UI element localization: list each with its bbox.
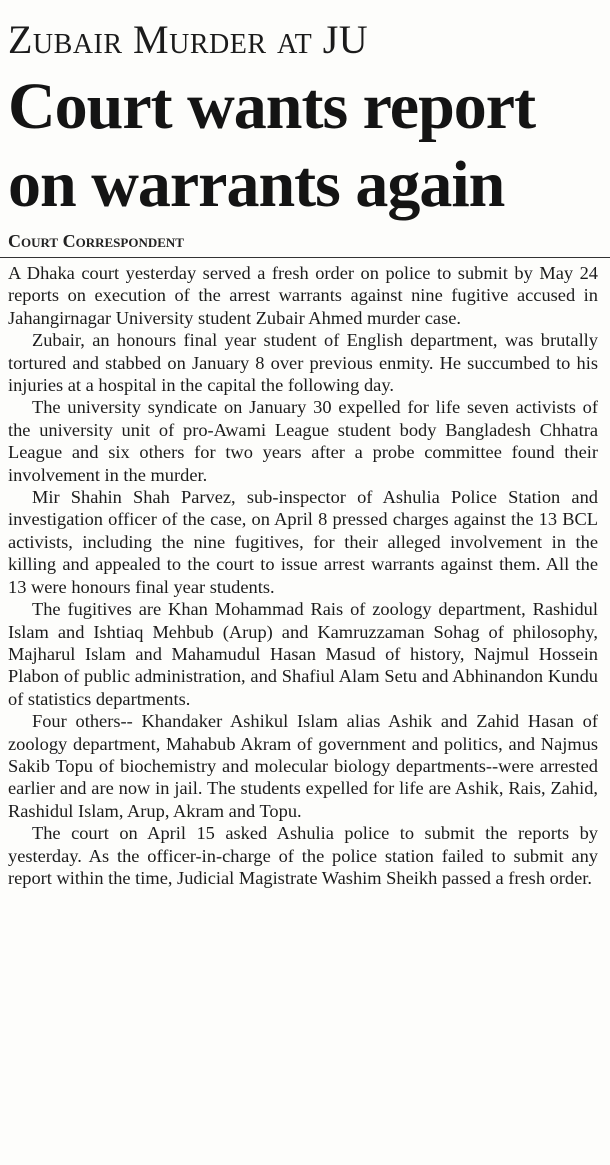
- article-headline: Court wants report on warrants again: [8, 70, 536, 221]
- article-paragraph: Zubair, an honours final year student of English department, was brutally tortured and stabbed on January 8 over previous enmity. He succumbed to his injuries at a hospital in the capital the following day.: [8, 330, 598, 396]
- article-paragraph: Four others-- Khandaker Ashikul Islam alias Ashik and Zahid Hasan of zoology department, Mahabub Akram of government and politics, and Najmus Sakib Topu of biochemistry and molecular biology departments--were arrested earlier and are now in jail. The students expelled for life are Ashik, Rais, Zahid, Rashidul Islam, Arup, Akram and Topu.: [8, 711, 598, 821]
- article-kicker: Zubair Murder at JU: [8, 17, 369, 62]
- article-paragraph: Mir Shahin Shah Parvez, sub-inspector of Ashulia Police Station and investigation officer of the case, on April 8 pressed charges against the 13 BCL activists, including the nine fugitives, for their alleged involvement in the killing and appealed to the court to issue arrest warrants against them. All the 13 were honours final year students.: [8, 487, 598, 597]
- article-body: [8, 262, 598, 889]
- article-byline: Court Correspondent: [8, 231, 184, 251]
- article-paragraph: The fugitives are Khan Mohammad Rais of zoology department, Rashidul Islam and Ishtiaq Mehbub (Arup) and Kamruzzaman Sohag of philosophy, Majharul Islam and Mahamudul Hasan Masud of history, Najmul Hossein Plabon of public administration, and Shafiul Alam Setu and Abhinandon Kundu of statistics departments.: [8, 599, 598, 709]
- article-paragraph: The university syndicate on January 30 expelled for life seven activists of the university unit of pro-Awami League student body Bangladesh Chhatra League and six others for two years after a probe committee found their involvement in the murder.: [8, 397, 598, 485]
- article-paragraph: A Dhaka court yesterday served a fresh order on police to submit by May 24 reports on execution of the arrest warrants against nine fugitive accused in Jahangirnagar University student Zubair Ahmed murder case.: [8, 263, 598, 328]
- byline-divider: [0, 257, 610, 258]
- article-paragraph: The court on April 15 asked Ashulia police to submit the reports by yesterday. As the officer-in-charge of the police station failed to submit any report within the time, Judicial Magistrate Washim Sheikh passed a fresh order.: [8, 823, 598, 888]
